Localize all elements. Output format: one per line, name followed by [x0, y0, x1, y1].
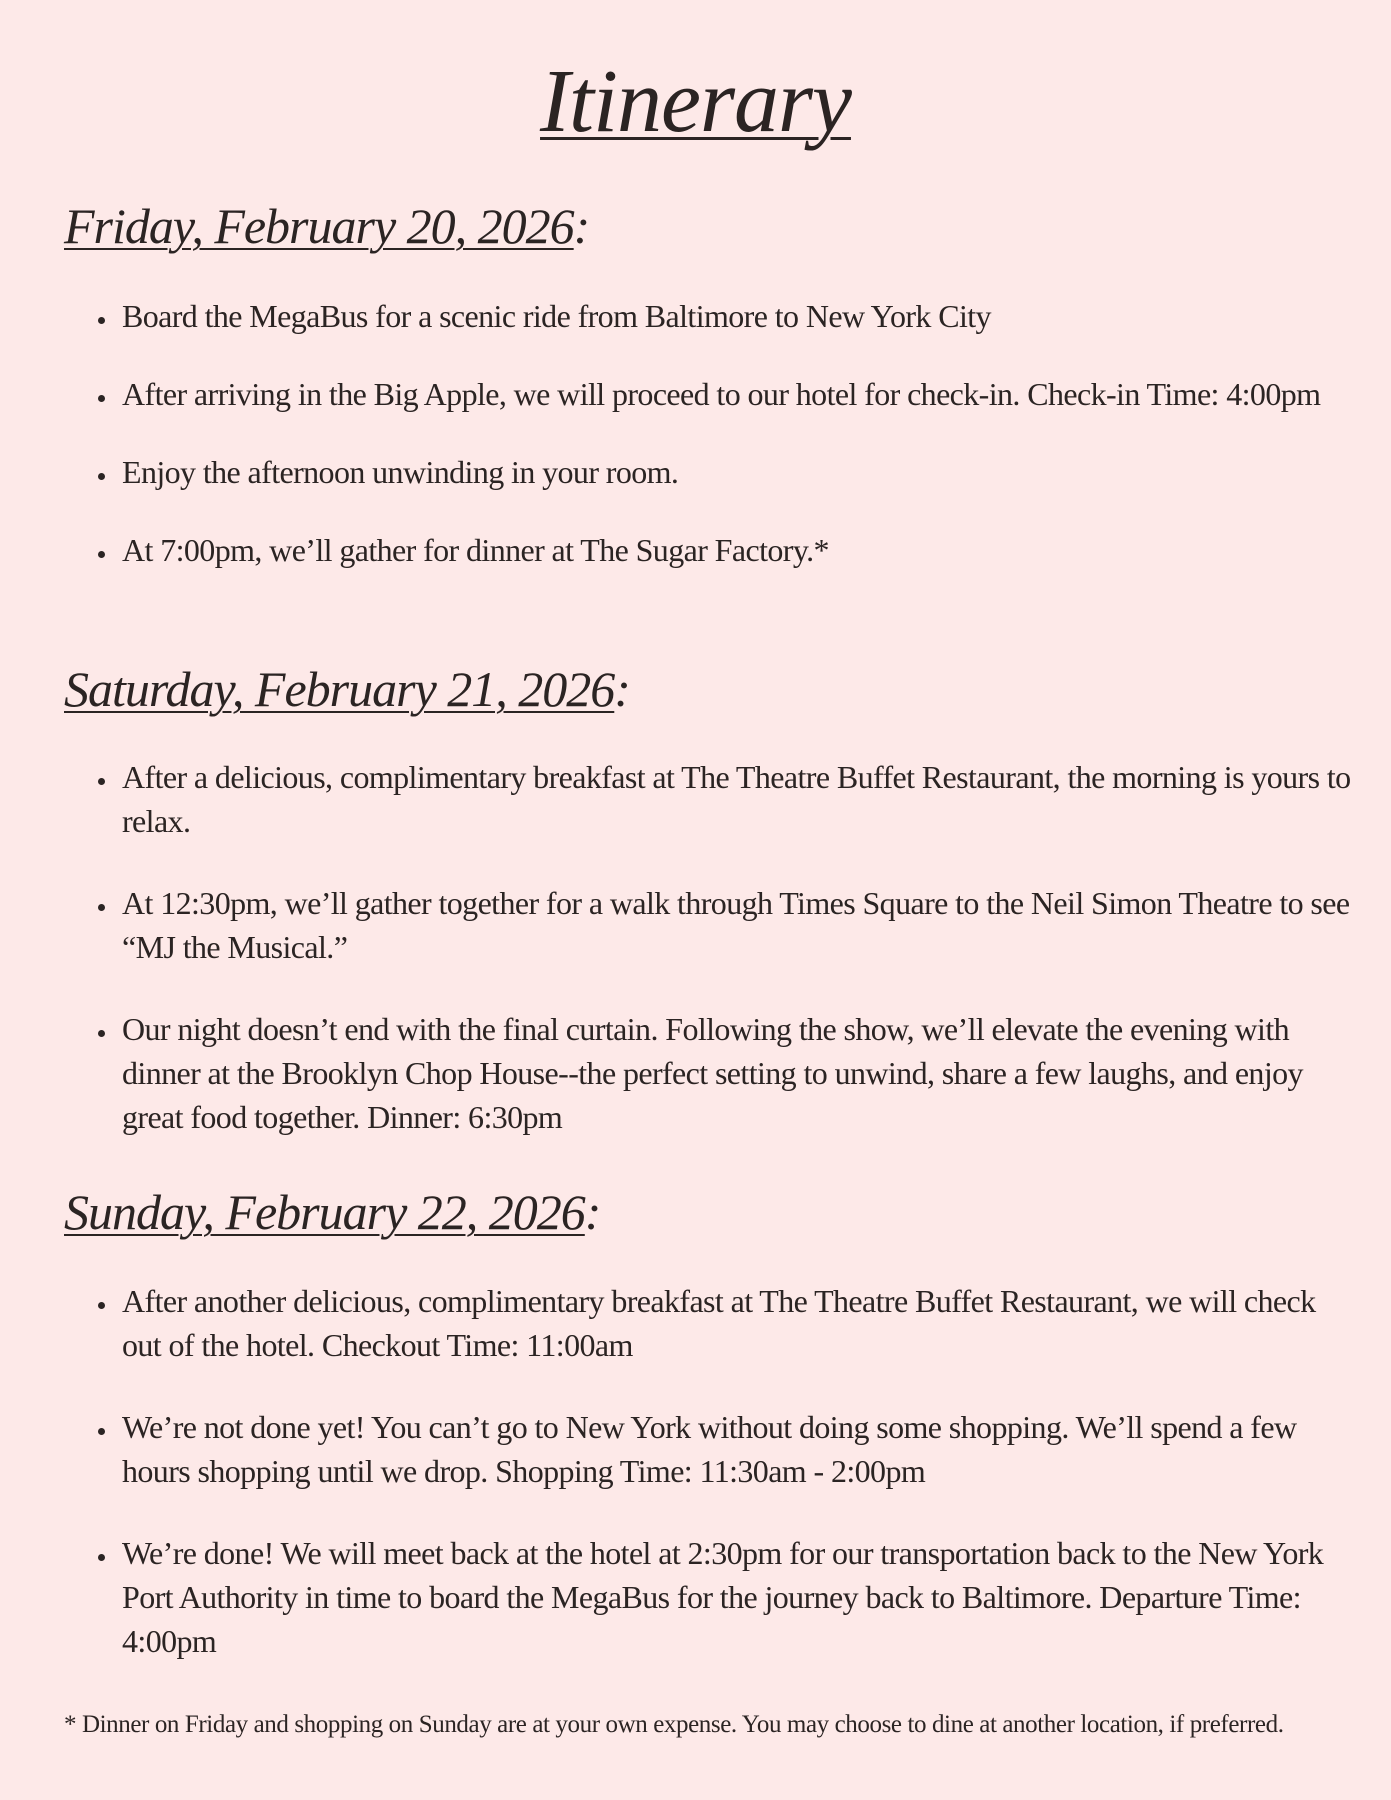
day-colon: : — [573, 198, 590, 254]
sunday-list — [90, 1279, 1358, 1663]
day-date: Friday, February 20, 2026 — [64, 198, 574, 254]
list-item: • Enjoy the afternoon unwinding in your room. — [118, 450, 1358, 494]
footnote: * Dinner on Friday and shopping on Sunday are at your own expense. You may choose to dine at another location, if preferred. — [64, 1711, 1284, 1738]
day-heading-saturday — [64, 659, 630, 719]
day-date: Sunday, February 22, 2026 — [64, 1184, 585, 1240]
list-item: • After arriving in the Big Apple, we will proceed to our hotel for check-in. Check-in Time: 4:00pm — [118, 372, 1358, 416]
day-colon: : — [584, 1184, 601, 1240]
day-heading-sunday — [64, 1182, 600, 1242]
day-colon: : — [614, 661, 630, 717]
day-date: Saturday, February 21, 2026 — [64, 661, 615, 717]
list-item: • At 7:00pm, we’ll gather for dinner at The Sugar Factory.* — [118, 528, 1358, 572]
list-item: • We’re not done yet! You can’t go to New York without doing some shopping. We’ll spend a few hours shopping until we drop. Shopping Time: 11:30am - 2:00pm — [118, 1405, 1358, 1493]
list-item: • Board the MegaBus for a scenic ride from Baltimore to New York City — [118, 294, 1358, 338]
friday-list — [90, 294, 1358, 572]
list-item: • Our night doesn’t end with the final curtain. Following the show, we’ll elevate the evening with dinner at the Brooklyn Chop House--the perfect setting to unwind, share a few laughs, and enjoy great food together. Dinner: 6:30pm — [118, 1007, 1358, 1139]
list-item: • At 12:30pm, we’ll gather together for a walk through Times Square to the Neil Simon Theatre to see “MJ the Musical.” — [118, 881, 1358, 969]
page-title: Itinerary — [540, 52, 851, 151]
list-item: • We’re done! We will meet back at the hotel at 2:30pm for our transportation back to the New York Port Authority in time to board the MegaBus for the journey back to Baltimore. Departure Time: 4:00pm — [118, 1531, 1358, 1663]
saturday-list — [90, 755, 1358, 1139]
list-item: • After another delicious, complimentary breakfast at The Theatre Buffet Restaurant, we will check out of the hotel. Checkout Time: 11:00am — [118, 1279, 1358, 1367]
day-heading-friday — [64, 196, 589, 256]
list-item: • After a delicious, complimentary breakfast at The Theatre Buffet Restaurant, the morning is yours to relax. — [118, 755, 1358, 843]
